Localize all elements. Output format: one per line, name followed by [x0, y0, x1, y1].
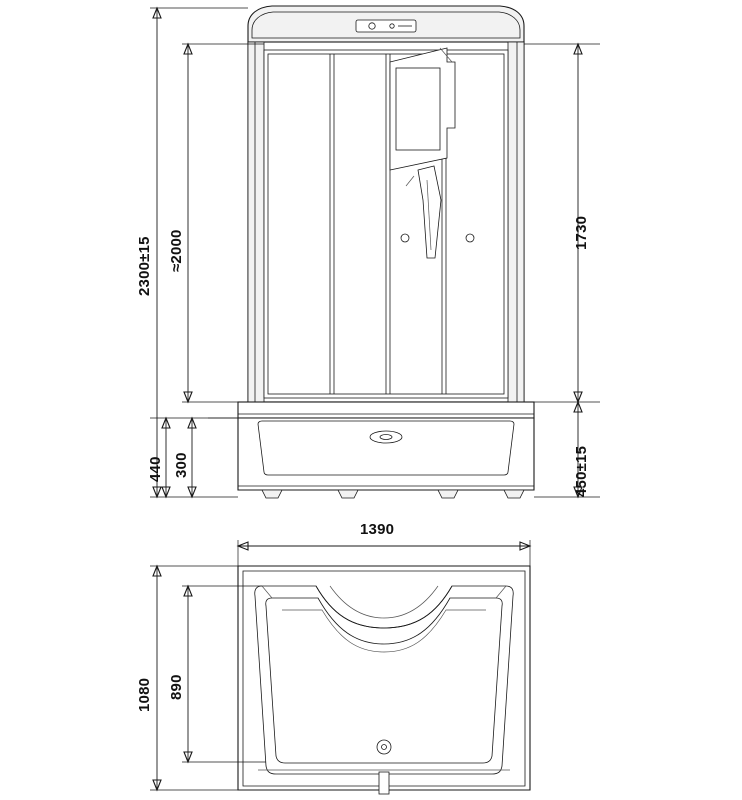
dimension-tray-total: 440 — [147, 456, 164, 482]
dimension-base-with-frame: 450±15 — [573, 445, 590, 497]
dimension-tray-height: 300 — [173, 452, 190, 478]
dimension-depth-inner: 890 — [168, 674, 185, 700]
shower-tray — [238, 402, 534, 498]
dimension-overall-height: 2300±15 — [136, 236, 153, 296]
dimension-width: 1390 — [360, 521, 395, 538]
cabin-canopy — [248, 6, 524, 42]
plan-view-body — [238, 566, 530, 794]
dimension-cabin-height: ≈2000 — [168, 229, 185, 272]
dimension-glass-height: 1730 — [573, 215, 590, 250]
dimension-depth-overall: 1080 — [136, 677, 153, 712]
